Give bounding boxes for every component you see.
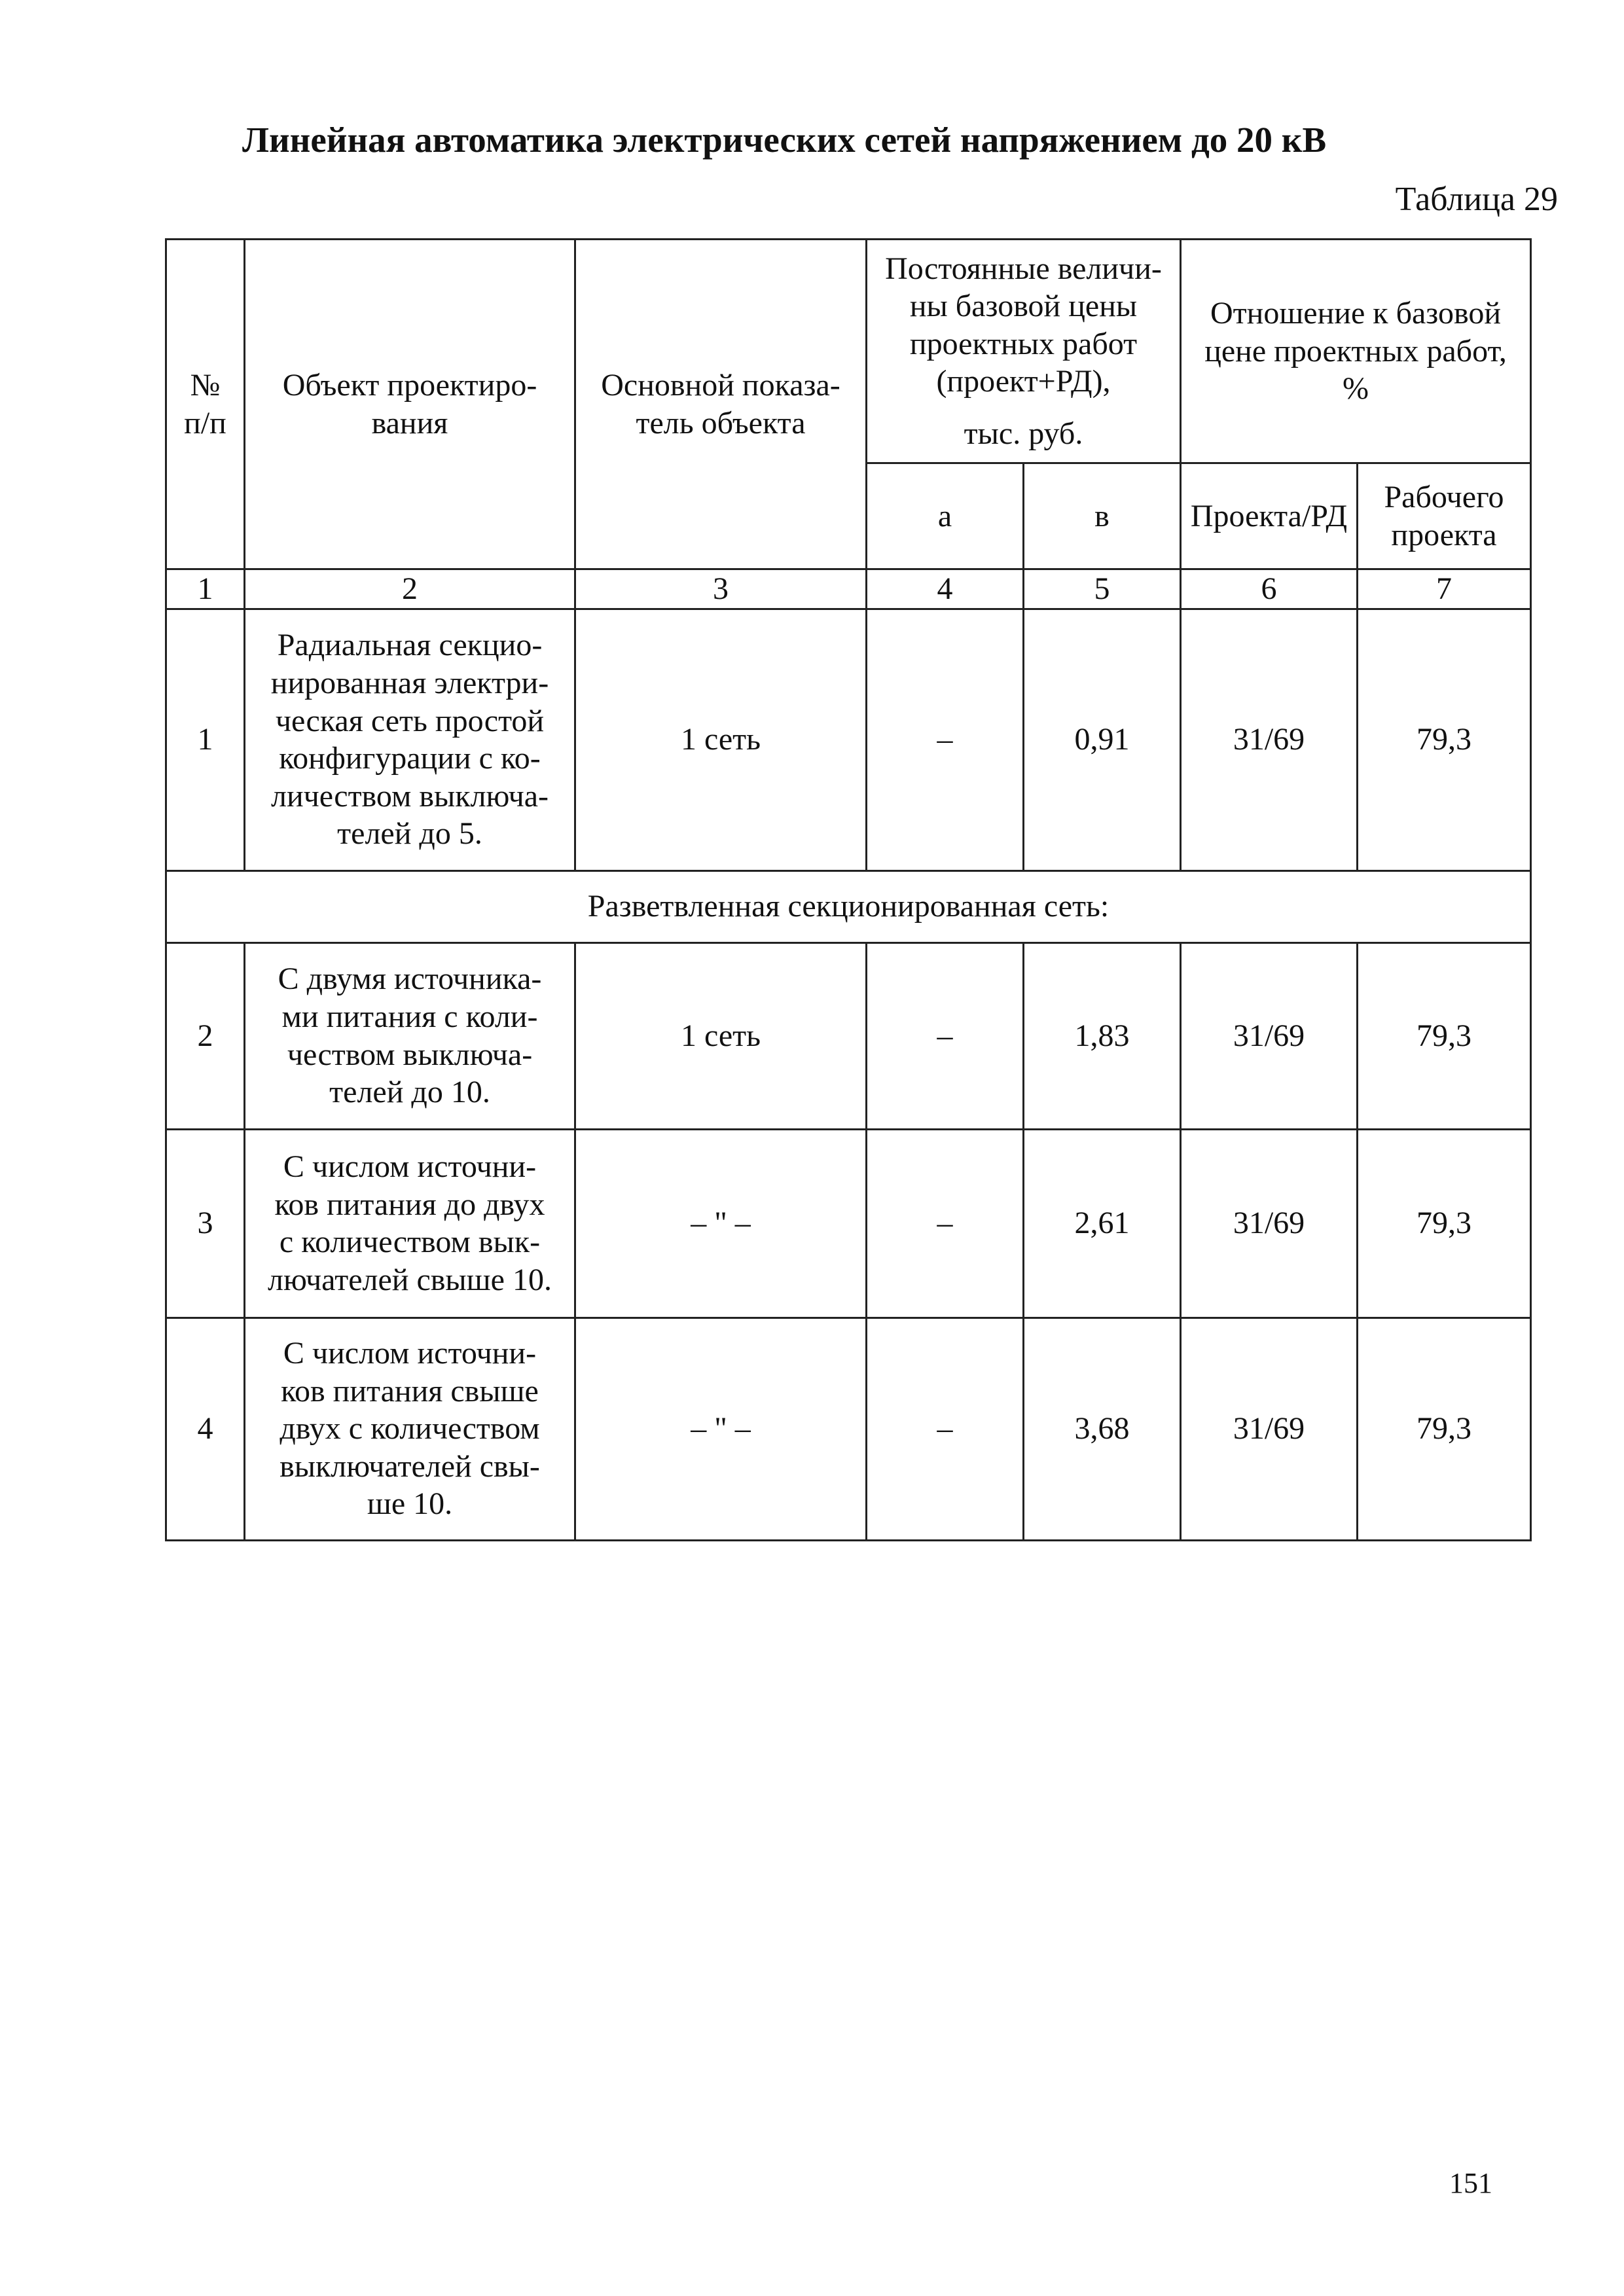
document-title: Линейная автоматика электрических сетей напряжением до 20 кВ — [242, 120, 1327, 160]
header-ratio: Отношение к базовой цене проектных работ, % — [1181, 240, 1531, 463]
row-ratio: 31/69 — [1181, 942, 1358, 1129]
table-row — [166, 1318, 1531, 1540]
header-number: № п/п — [166, 240, 245, 569]
row-working-project: 79,3 — [1358, 1129, 1531, 1318]
header-a: а — [867, 463, 1024, 569]
row-value-b: 2,61 — [1024, 1129, 1181, 1318]
column-number: 6 — [1181, 569, 1358, 609]
header-object: Объект проектиро- вания — [245, 240, 575, 569]
section-heading: Разветвленная секционированная сеть: — [166, 870, 1531, 942]
header-working-project: Рабочего проекта — [1358, 463, 1531, 569]
row-indicator: – " – — [575, 1129, 867, 1318]
table-row — [166, 609, 1531, 870]
header-row-1 — [166, 240, 1531, 463]
row-working-project: 79,3 — [1358, 609, 1531, 870]
row-indicator: 1 сеть — [575, 609, 867, 870]
row-value-a: – — [867, 1129, 1024, 1318]
column-number: 2 — [245, 569, 575, 609]
row-number: 3 — [166, 1129, 245, 1318]
row-number: 1 — [166, 609, 245, 870]
row-object: Радиальная секцио- нированная электри- ческая сеть простой конфигурации с ко- личеством выключа- телей до 5. — [245, 609, 575, 870]
row-working-project: 79,3 — [1358, 1318, 1531, 1540]
row-ratio: 31/69 — [1181, 1129, 1358, 1318]
header-project-rd: Проекта/РД — [1181, 463, 1358, 569]
row-value-a: – — [867, 942, 1024, 1129]
row-value-b: 0,91 — [1024, 609, 1181, 870]
column-number: 7 — [1358, 569, 1531, 609]
table-label: Таблица 29 — [1395, 181, 1558, 218]
section-heading-row — [166, 870, 1531, 942]
row-number: 4 — [166, 1318, 245, 1540]
row-indicator: – " – — [575, 1318, 867, 1540]
header-indicator: Основной показа- тель объекта — [575, 240, 867, 569]
row-indicator: 1 сеть — [575, 942, 867, 1129]
column-number-row — [166, 569, 1531, 609]
column-number: 4 — [867, 569, 1024, 609]
row-ratio: 31/69 — [1181, 609, 1358, 870]
row-number: 2 — [166, 942, 245, 1129]
column-number: 3 — [575, 569, 867, 609]
row-value-b: 3,68 — [1024, 1318, 1181, 1540]
design-cost-table — [165, 238, 1532, 1541]
row-ratio: 31/69 — [1181, 1318, 1358, 1540]
row-value-a: – — [867, 1318, 1024, 1540]
table-row — [166, 942, 1531, 1129]
header-base-price: Постоянные величи- ны базовой цены проектных работ (проект+РД), тыс. руб. — [867, 240, 1181, 463]
column-number: 1 — [166, 569, 245, 609]
header-base-price-unit: тыс. руб. — [964, 416, 1083, 451]
page-number: 151 — [1449, 2167, 1492, 2199]
row-object: С двумя источника- ми питания с коли- чеством выключа- телей до 10. — [245, 942, 575, 1129]
row-object: С числом источни- ков питания до двух с количеством вык- лючателей свыше 10. — [245, 1129, 575, 1318]
table-row — [166, 1129, 1531, 1318]
header-b: в — [1024, 463, 1181, 569]
column-number: 5 — [1024, 569, 1181, 609]
row-value-b: 1,83 — [1024, 942, 1181, 1129]
row-object: С числом источни- ков питания свыше двух с количеством выключателей свы- ше 10. — [245, 1318, 575, 1540]
row-working-project: 79,3 — [1358, 942, 1531, 1129]
row-value-a: – — [867, 609, 1024, 870]
